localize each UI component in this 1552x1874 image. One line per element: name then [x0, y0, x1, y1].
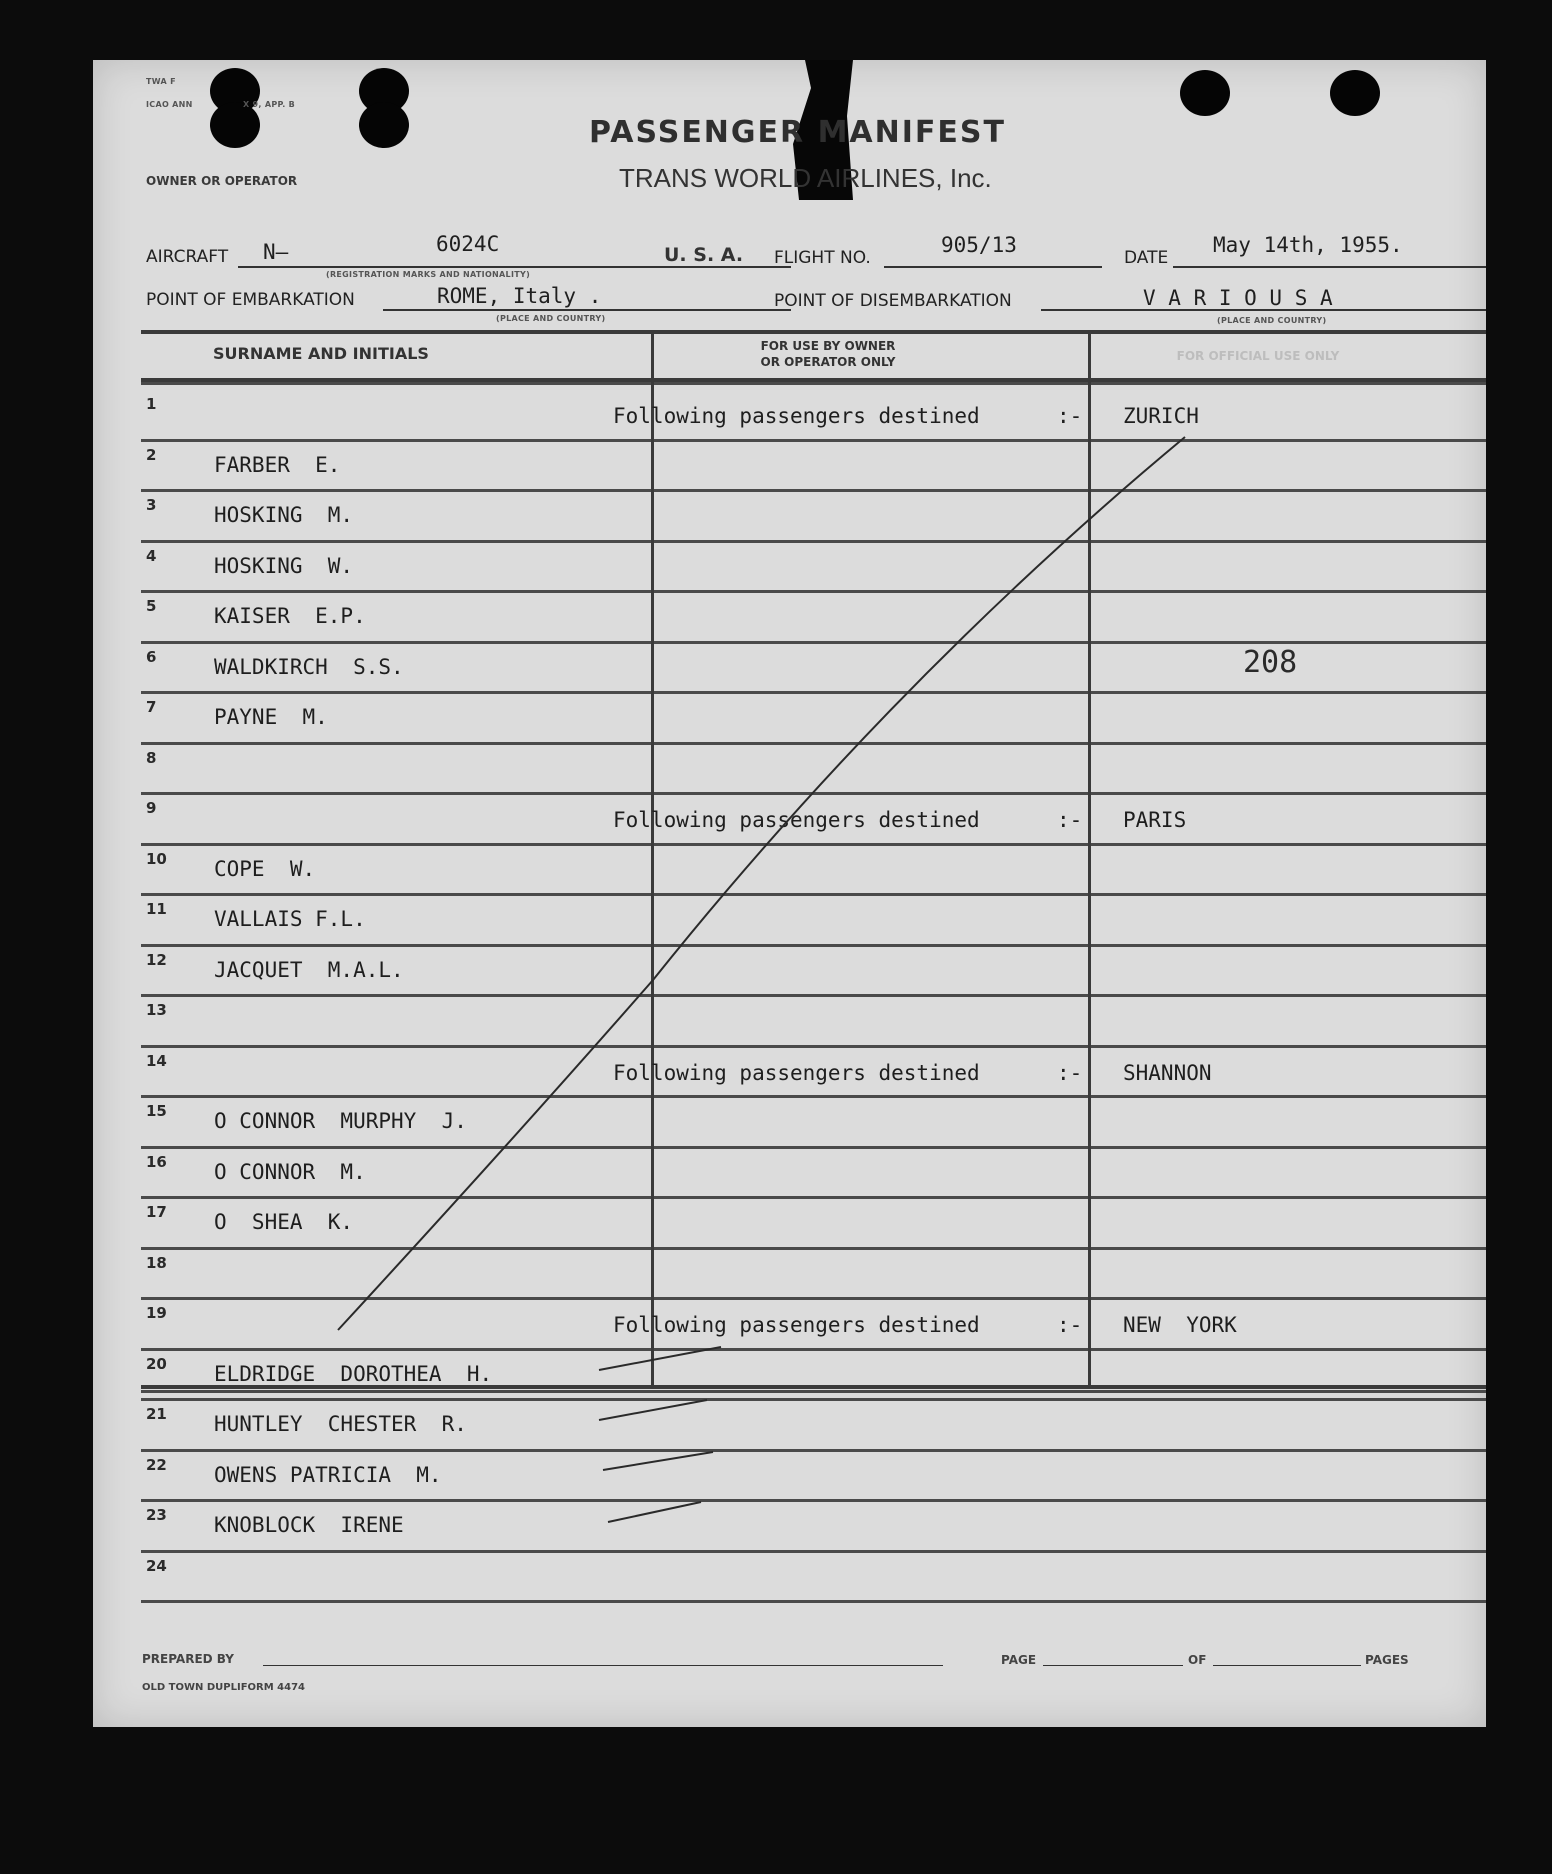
- destination-note: Following passengers destined: [613, 1060, 980, 1085]
- aircraft-number: 6024C: [436, 232, 500, 256]
- form-id-line1: TWA F: [146, 77, 176, 86]
- tick-mark: [603, 1452, 713, 1470]
- disembarkation-value: V A R I O U S A: [1143, 286, 1333, 310]
- owner-use-header-line2: OR OPERATOR ONLY: [760, 355, 896, 369]
- destination-separator: :-: [1057, 1060, 1083, 1085]
- aircraft-label: AIRCRAFT: [146, 247, 229, 267]
- passenger-name: FARBER E.: [214, 452, 341, 477]
- passenger-name: HOSKING W.: [214, 553, 354, 578]
- row-number: 19: [146, 1304, 167, 1322]
- passenger-name: ELDRIDGE DOROTHEA H.: [214, 1361, 493, 1386]
- row-number: 15: [146, 1102, 167, 1120]
- passenger-name: JACQUET M.A.L.: [214, 957, 404, 982]
- row-number: 17: [146, 1203, 167, 1221]
- row-number: 5: [146, 597, 157, 615]
- row-number: 18: [146, 1253, 167, 1272]
- form-id-line2b: X 9, APP. B: [243, 100, 296, 109]
- row-number: 20: [146, 1354, 167, 1373]
- row-number: 16: [146, 1152, 167, 1171]
- registration-caption: (REGISTRATION MARKS AND NATIONALITY): [326, 270, 531, 279]
- destination-note: Following passengers destined: [613, 404, 980, 428]
- official-number: 208: [1243, 645, 1298, 680]
- row-number: 2: [146, 445, 157, 464]
- form-id-line2: ICAO ANN: [146, 100, 193, 109]
- owner-operator-label: OWNER OR OPERATOR: [146, 174, 298, 188]
- row-number: 7: [146, 698, 157, 716]
- destination-city: ZURICH: [1123, 404, 1199, 428]
- passenger-name: PAYNE M.: [214, 705, 328, 729]
- aircraft-prefix: N—: [263, 240, 289, 264]
- row-number: 12: [146, 950, 167, 969]
- row-number: 10: [146, 849, 167, 868]
- tick-mark: [599, 1347, 721, 1370]
- passenger-name: KAISER E.P.: [214, 604, 366, 628]
- owner-use-header-line1: FOR USE BY OWNER: [760, 339, 896, 353]
- row-number: 4: [146, 546, 157, 565]
- flight-number: 905/13: [941, 233, 1017, 257]
- pages-label: PAGES: [1365, 1653, 1409, 1667]
- row-number: 24: [146, 1556, 167, 1575]
- row-number: 6: [146, 647, 157, 666]
- page-label: PAGE: [1001, 1653, 1037, 1667]
- row-number: 21: [146, 1405, 167, 1423]
- passenger-name: HOSKING M.: [214, 503, 354, 527]
- passenger-name: VALLAIS F.L.: [214, 907, 366, 931]
- manifest-sheet: [93, 60, 1486, 1727]
- airline-name: TRANS WORLD AIRLINES, Inc.: [619, 163, 992, 193]
- manifest-title: PASSENGER MANIFEST: [589, 115, 1006, 150]
- passenger-name: HUNTLEY CHESTER R.: [214, 1412, 467, 1436]
- destination-separator: :-: [1057, 808, 1083, 832]
- passenger-name: WALDKIRCH S.S.: [214, 654, 404, 679]
- flight-no-label: FLIGHT NO.: [774, 248, 871, 268]
- destination-city: PARIS: [1123, 808, 1187, 832]
- passenger-name: COPE W.: [214, 856, 316, 881]
- row-number: 23: [146, 1506, 167, 1524]
- surname-column-header: SURNAME AND INITIALS: [213, 344, 429, 363]
- of-label: OF: [1188, 1653, 1207, 1667]
- passenger-name: O CONNOR M.: [214, 1159, 366, 1184]
- prepared-by-label: PREPARED BY: [142, 1652, 234, 1666]
- passenger-name: O CONNOR MURPHY J.: [214, 1109, 467, 1133]
- destination-city: NEW YORK: [1123, 1313, 1237, 1337]
- nationality: U. S. A.: [664, 244, 744, 266]
- row-number: 1: [146, 395, 157, 413]
- place-caption-1: (PLACE AND COUNTRY): [496, 314, 606, 323]
- diagonal-cancel-stroke: [338, 437, 1185, 1330]
- tick-mark: [608, 1502, 701, 1522]
- row-number: 9: [146, 799, 157, 817]
- embarkation-label: POINT OF EMBARKATION: [146, 290, 355, 310]
- row-number: 3: [146, 496, 157, 514]
- row-number: 8: [146, 748, 157, 767]
- tick-mark: [599, 1400, 707, 1420]
- row-number: 13: [146, 1001, 167, 1019]
- row-number: 14: [146, 1051, 167, 1070]
- destination-separator: :-: [1057, 404, 1083, 428]
- disembarkation-label: POINT OF DISEMBARKATION: [774, 291, 1012, 311]
- date-value: May 14th, 1955.: [1213, 233, 1403, 257]
- destination-separator: :-: [1057, 1313, 1083, 1337]
- official-use-header: FOR OFFICIAL USE ONLY: [1176, 349, 1340, 363]
- passenger-name: O SHEA K.: [214, 1210, 354, 1234]
- destination-note: Following passengers destined: [613, 1313, 980, 1337]
- passenger-name: KNOBLOCK IRENE: [214, 1513, 404, 1537]
- embarkation-value: ROME, Italy .: [437, 284, 602, 308]
- destination-note: Following passengers destined: [613, 808, 980, 832]
- row-number: 22: [146, 1455, 167, 1474]
- form-number: OLD TOWN DUPLIFORM 4474: [142, 1682, 305, 1693]
- row-number: 11: [146, 900, 167, 918]
- destination-city: SHANNON: [1123, 1060, 1212, 1085]
- pen-marks: [93, 60, 1486, 1727]
- passenger-name: OWENS PATRICIA M.: [214, 1462, 442, 1487]
- place-caption-2: (PLACE AND COUNTRY): [1217, 316, 1327, 325]
- date-label: DATE: [1124, 248, 1169, 268]
